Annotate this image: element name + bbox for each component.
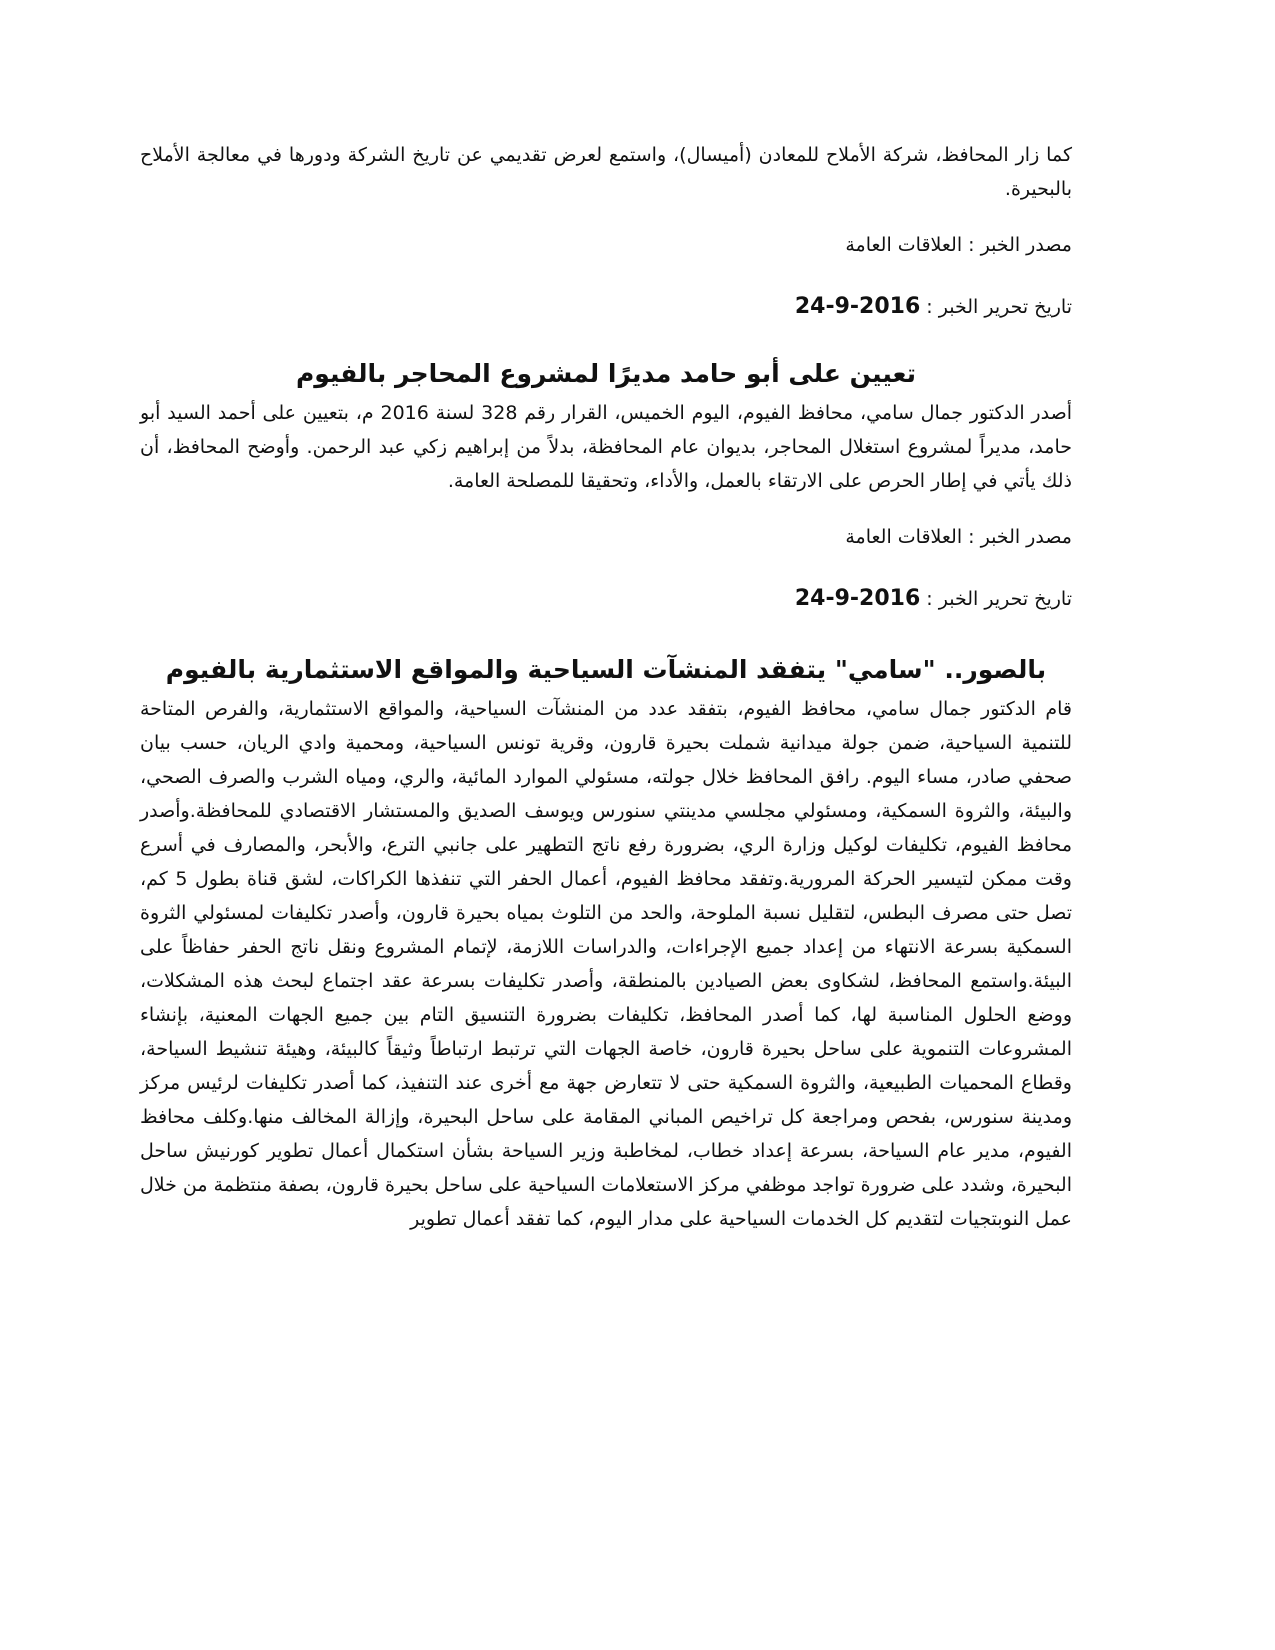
article-paragraph: قام الدكتور جمال سامي، محافظ الفيوم، بتفقد عدد من المنشآت السياحية، والمواقع الاستثمارية، والفرص المتاحة للتنمية السياحية، ضمن جولة ميدانية شملت بحيرة قارون، وقرية تونس السياحية، ومحمية وادي الريان، حسب بيان صحفي صادر، مساء اليوم. رافق المحافظ خلال جولته، مسئولي الموارد المائية، والري، ومياه الشرب والصرف الصحي، والبيئة، والثروة السمكية، ومسئولي مجلسي مدينتي سنورس ويوسف الصديق والمستشار الاقتصادي للمحافظة.وأصدر محافظ الفيوم، تكليفات لوكيل وزارة الري، بضرورة رفع ناتج التطهير على جانبي الترع، والأبحر، والمصارف في أسرع وقت ممكن لتيسير الحركة المرورية.وتفقد محافظ الفيوم، أعمال الحفر التي تنفذها الكراكات، لشق قناة بطول 5 كم، تصل حتى مصرف البطس، لتقليل نسبة الملوحة، والحد من التلوث بمياه بحيرة قارون، وأصدر تكليفات لمسئولي الثروة السمكية بسرعة الانتهاء من إعداد جميع الإجراءات، والدراسات اللازمة، لإتمام المشروع ونقل ناتج الحفر حفاظاً على البيئة.واستمع المحافظ، لشكاوى بعض الصيادين بالمنطقة، وأصدر تكليفات بسرعة عقد اجتماع لبحث هذه المشكلات، ووضع الحلول المناسبة لها، كما أصدر المحافظ، تكليفات بضرورة التنسيق التام بين جميع الجهات المعنية، بإنشاء المشروعات التنموية على ساحل بحيرة قارون، خاصة الجهات التي ترتبط ارتباطاً وثيقاً كالبيئة، وهيئة تنشيط السياحة، وقطاع المحميات الطبيعية، والثروة السمكية حتى لا تتعارض جهة مع أخرى عند التنفيذ، كما أصدر تكليفات لرئيس مركز ومدينة سنورس، بفحص ومراجعة كل تراخيص المباني المقامة على ساحل البحيرة، وإزالة المخالف منها.وكلف محافظ الفيوم، مدير عام السياحة، بسرعة إعداد خطاب، لمخاطبة وزير السياحة بشأن استكمال أعمال تطوير كورنيش ساحل البحيرة، وشدد على ضرورة تواجد موظفي مركز الاستعلامات السياحية على ساحل بحيرة قارون، بصفة منتظمة من خلال عمل النوبتجيات لتقديم كل الخدمات السياحية على مدار اليوم، كما تفقد أعمال تطوير: [140, 698, 1072, 1230]
news-date-value: 24-9-2016: [794, 586, 921, 611]
news-source: مصدر الخبر : العلاقات العامة: [845, 234, 1072, 256]
news-date: [140, 290, 1072, 324]
news-date-value: 24-9-2016: [794, 294, 921, 319]
news-date-label: تاريخ تحرير الخبر :: [920, 588, 1072, 610]
article-headline: تعيين على أبو حامد مديرًا لمشروع المحاجر بالفيوم: [295, 359, 917, 388]
news-source: مصدر الخبر : العلاقات العامة: [845, 526, 1072, 548]
document-page: [140, 118, 1072, 1236]
article-headline: بالصور.. "سامي" يتفقد المنشآت السياحية والمواقع الاستثمارية بالفيوم: [165, 655, 1047, 684]
news-date-label: تاريخ تحرير الخبر :: [920, 296, 1072, 318]
intro-paragraph: كما زار المحافظ، شركة الأملاح للمعادن (أميسال)، واستمع لعرض تقديمي عن تاريخ الشركة ودورها في معالجة الأملاح بالبحيرة.: [140, 144, 1072, 200]
news-date: [140, 582, 1072, 616]
article-paragraph: أصدر الدكتور جمال سامي، محافظ الفيوم، اليوم الخميس، القرار رقم 328 لسنة 2016 م، بتعيين على أحمد السيد أبو حامد، مديراً لمشروع استغلال المحاجر، بديوان عام المحافظة، بدلاً من إبراهيم زكي عبد الرحمن. وأوضح المحافظ، أن ذلك يأتي في إطار الحرص على الارتقاء بالعمل، والأداء، وتحقيقا للمصلحة العامة.: [140, 402, 1072, 492]
